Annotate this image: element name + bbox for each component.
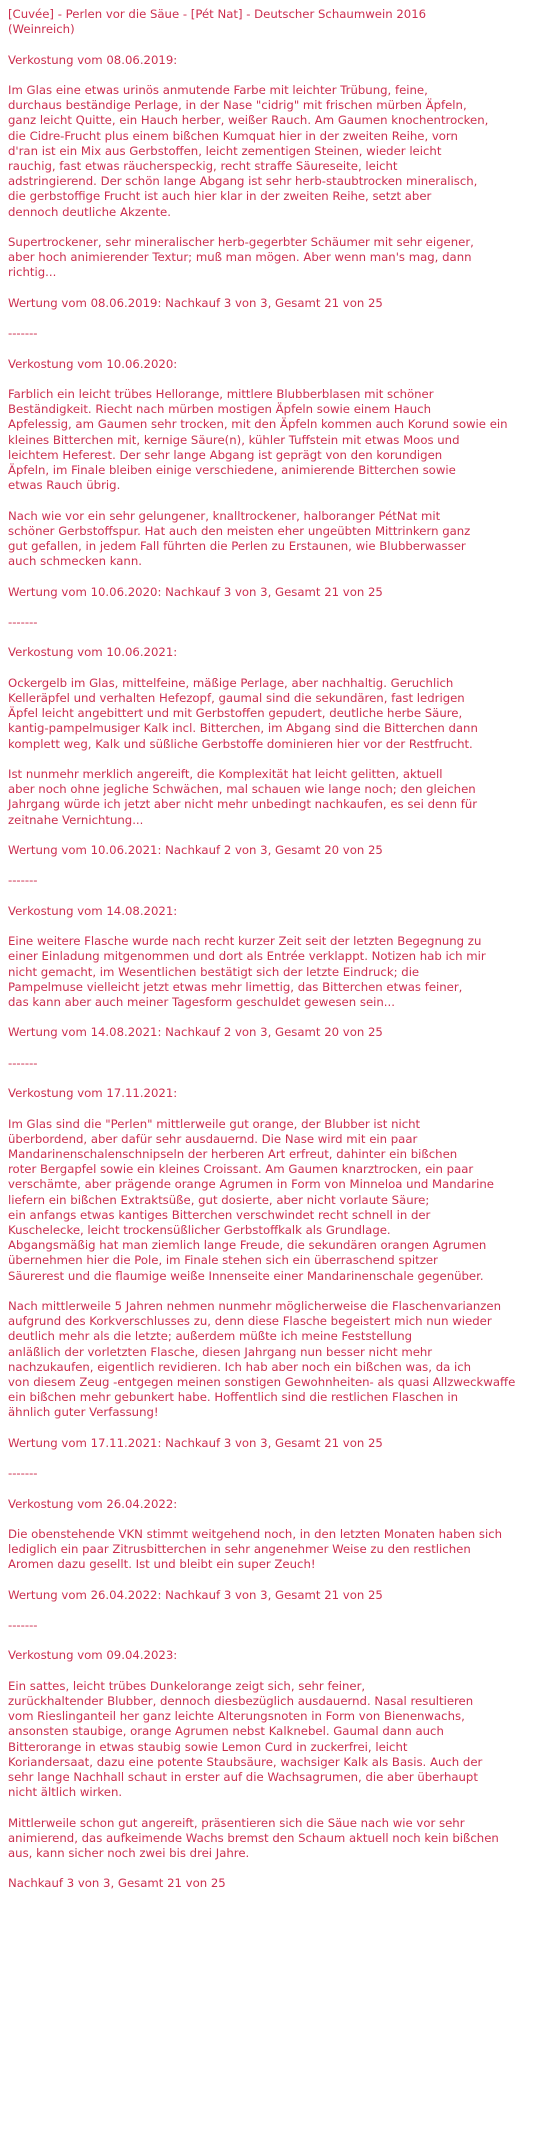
tasting-note-line: aber hoch animierender Textur; muß man mögen. Aber wenn man's mag, dann [8,250,472,265]
tasting-note-line: Die obenstehende VKN stimmt weitgehend noch, in den letzten Monaten haben sich [8,1526,503,1541]
tasting-note-line: Kelleräpfel und verhalten Hefezopf, gaumal sind die sekundären, fast ledrigen [8,690,465,705]
tasting-note-line: vom Rieslinganteil her ganz leichte Alterungsnoten in Form von Bienenwachs, [8,1709,465,1724]
tasting-note-line: Supertrockener, sehr mineralischer herb-gegerbter Schäumer mit sehr eigener, [8,235,474,249]
tasting-note-paragraph [8,767,526,828]
tasting-entry [8,1497,526,1634]
tasting-note-line: dennoch deutliche Akzente. [8,204,171,219]
tasting-note-line: Mittlerweile schon gut angereift, präsentieren sich die Säue nach wie vor sehr [8,1815,465,1830]
tasting-note-line: Nach wie vor ein sehr gelungener, knalltrockener, halboranger PétNat mit [8,508,441,523]
tasting-note-line: Äpfeln, im Finale bleiben einige verschiedene, animierende Bitterchen sowie [8,462,456,477]
tasting-note-line: verschämte, aber prägende orange Agrumen in Form von Minneloa und Mandarine [8,1177,494,1192]
tasting-date-heading: Verkostung vom 26.04.2022: [8,1496,178,1511]
tasting-note-line: roter Bergapfel sowie ein kleines Croissant. Am Gaumen knarztrocken, ein paar [8,1162,474,1177]
tasting-note-line: aber noch ohne jegliche Schwächen, mal schauen wie lange noch; den gleichen [8,782,476,797]
tasting-note-line: Säurerest und die flaumige weiße Innenseite einer Mandarinenschale gegenüber. [8,1268,484,1283]
tasting-note-line: Ist nunmehr merklich angereift, die Komplexität hat leicht gelitten, aktuell [8,766,443,781]
tasting-date-heading: Verkostung vom 10.06.2021: [8,645,178,660]
tasting-note-paragraph [8,1117,526,1284]
tasting-note-paragraph [8,676,526,752]
tasting-note-line: aus, kann sicher noch zwei bis drei Jahre. [8,1846,250,1861]
entry-divider: ------- [8,326,38,341]
entry-divider: ------- [8,614,38,629]
tasting-note-line: kleines Bitterchen mit, kernige Säure(n), kühler Tuffstein mit etwas Moos und [8,432,460,447]
tasting-note-line: liefern ein bißchen Extraktsüße, gut dosierte, aber nicht vorlaute Säure; [8,1192,430,1207]
tasting-note-line: adstringierend. Der schön lange Abgang ist sehr herb-staubtrocken mineralisch, [8,174,478,189]
tasting-entry [8,53,526,342]
tasting-note-line: von diesem Zeug -entgegen meinen sonstigen Gewohnheiten- als quasi Allzweckwaffe [8,1374,516,1389]
tasting-note-line: das kann aber auch meiner Tagesform geschuldet gewesen sein... [8,994,395,1009]
tasting-note-line: kantig-pampelmusiger Kalk incl. Bitterchen, im Abgang sind die Bitterchen dann [8,721,478,736]
tasting-note-line: komplett weg, Kalk und süßliche Gerbstoffe dominieren hier vor der Restfrucht. [8,736,473,751]
tasting-date-heading: Verkostung vom 09.04.2023: [8,1648,178,1663]
tasting-note-line: ansonsten staubige, orange Agrumen nebst Kalknebel. Gaumal dann auch [8,1724,444,1739]
rating-line: Wertung vom 26.04.2022: Nachkauf 3 von 3, Gesamt 21 von 25 [8,1587,383,1602]
tasting-note-line: lediglich ein paar Zitrusbitterchen in sehr angenehmer Weise zu den restlichen [8,1542,471,1557]
rating-line: Nachkauf 3 von 3, Gesamt 21 von 25 [8,1876,226,1891]
tasting-note-line: Apfelessig, am Gaumen sehr trocken, mit den Äpfeln kommen auch Korund sowie ein [8,417,508,432]
tasting-note-line: anläßlich der vorletzten Flasche, diesen Jahrgang nun besser nicht mehr [8,1344,433,1359]
rating-line: Wertung vom 08.06.2019: Nachkauf 3 von 3, Gesamt 21 von 25 [8,295,383,310]
entry-divider: ------- [8,1466,38,1481]
tasting-entry [8,904,526,1071]
tasting-note-paragraph [8,1816,526,1862]
tasting-note-line: Abgangsmäßig hat man ziemlich lange Freude, die sekundären orangen Agrumen [8,1238,487,1253]
tasting-note-line: nicht ältlich wirken. [8,1785,123,1800]
tasting-note-line: Eine weitere Flasche wurde nach recht kurzer Zeit seit der letzten Begegnung zu [8,934,482,949]
tasting-note-line: überbordend, aber dafür sehr ausdauernd. Die Nase wird mit ein paar [8,1131,418,1146]
wine-title-line-2: (Weinreich) [8,22,75,37]
tasting-note-line: Im Glas eine etwas urinös anmutende Farbe mit leichter Trübung, feine, [8,82,428,97]
tasting-note-line: ein bißchen mehr gebunkert habe. Hoffentlich sind die restlichen Flaschen in [8,1390,459,1405]
tasting-note-line: Bitterorange in etwas staubig sowie Lemon Curd in zuckerfrei, leicht [8,1739,408,1754]
entry-divider: ------- [8,1618,38,1633]
rating-line: Wertung vom 10.06.2021: Nachkauf 2 von 3, Gesamt 20 von 25 [8,842,383,857]
tasting-date-heading: Verkostung vom 17.11.2021: [8,1086,178,1101]
tasting-note-line: Ockergelb im Glas, mittelfeine, mäßige Perlage, aber nachhaltig. Geruchlich [8,675,454,690]
tasting-note-line: rauchig, fast etwas räucherspeckig, recht straffe Säureseite, leicht [8,159,398,173]
wine-title-line-1: [Cuvée] - Perlen vor die Säue - [Pét Nat] - Deutscher Schaumwein 2016 [8,7,427,21]
tasting-note-line: aufgrund des Korkverschlusses zu, denn diese Flasche begeistert mich nun wieder [8,1314,492,1329]
tasting-note-line: auch schmecken kann. [8,554,142,569]
tasting-date-heading: Verkostung vom 08.06.2019: [8,52,178,67]
tasting-entry [8,357,526,631]
tasting-note-line: Im Glas sind die "Perlen" mittlerweile gut orange, der Blubber ist nicht [8,1116,421,1131]
tasting-entries [8,53,526,1892]
tasting-note-line: nachzukaufen, eigentlich revidieren. Ich hab aber noch ein bißchen was, da ich [8,1359,472,1374]
tasting-note-line: Äpfel leicht angebittert und mit Gerbstoffen gepudert, deutliche herbe Säure, [8,706,463,721]
tasting-note-paragraph [8,1527,526,1573]
tasting-note-line: Beständigkeit. Riecht nach mürben mostigen Äpfeln sowie einem Hauch [8,402,432,417]
tasting-note-paragraph [8,509,526,570]
tasting-note-line: Ein sattes, leicht trübes Dunkelorange zeigt sich, sehr feiner, [8,1678,366,1693]
tasting-note-paragraph [8,1679,526,1801]
tasting-note-line: richtig... [8,265,57,280]
tasting-note-line: ganz leicht Quitte, ein Hauch herber, weißer Rauch. Am Gaumen knochentrocken, [8,113,489,128]
tasting-entry [8,645,526,888]
tasting-note-line: durchaus beständige Perlage, in der Nase "cidrig" mit frischen mürben Äpfeln, [8,98,467,113]
rating-line: Wertung vom 10.06.2020: Nachkauf 3 von 3, Gesamt 21 von 25 [8,584,383,599]
tasting-note-line: Mandarinenschalenschnipseln der herberen Art erfreut, dahinter ein bißchen [8,1146,458,1161]
tasting-note-line: Koriandersaat, dazu eine potente Staubsäure, wachsiger Kalk als Basis. Auch der [8,1754,483,1769]
entry-divider: ------- [8,1055,38,1070]
tasting-note-line: leichtem Heferest. Der sehr lange Abgang ist geprägt von den korundigen [8,447,443,462]
tasting-note-line: animierend, das aufkeimende Wachs bremst den Schaum aktuell noch kein bißchen [8,1830,499,1845]
rating-line: Wertung vom 17.11.2021: Nachkauf 3 von 3, Gesamt 21 von 25 [8,1435,383,1450]
tasting-note-line: Kuschelecke, leicht trockensüßlicher Gerbstoffkalk als Grundlage. [8,1222,391,1237]
tasting-note-line: Aromen dazu gesellt. Ist und bleibt ein super Zeuch! [8,1557,316,1572]
tasting-entry [8,1086,526,1481]
tasting-note-paragraph [8,235,526,281]
tasting-entry [8,1648,526,1891]
tasting-note-line: Nach mittlerweile 5 Jahren nehmen nunmehr möglicherweise die Flaschenvarianzen [8,1298,502,1313]
tasting-note-line: nicht gemacht, im Wesentlichen bestätigt sich der letzte Eindruck; die [8,964,420,979]
wine-title [8,7,526,37]
tasting-note-line: zeitnahe Vernichtung... [8,812,144,827]
tasting-note-paragraph [8,1299,526,1421]
tasting-note-line: d'ran ist ein Mix aus Gerbstoffen, leicht zementigen Steinen, wieder leicht [8,143,442,158]
tasting-note-line: die gerbstoffige Frucht ist auch hier klar in der zweiten Reihe, setzt aber [8,189,432,204]
tasting-note-line: Farblich ein leicht trübes Hellorange, mittlere Blubberblasen mit schöner [8,386,434,401]
tasting-note-line: sehr lange Nachhall schaut in erster auf die Wachsagrumen, die aber überhaupt [8,1770,478,1785]
rating-line: Wertung vom 14.08.2021: Nachkauf 2 von 3, Gesamt 20 von 25 [8,1025,383,1040]
entry-divider: ------- [8,873,38,888]
tasting-note-line: gut gefallen, in jedem Fall führten die Perlen zu Erstaunen, wie Blubberwasser [8,538,466,553]
tasting-note-line: übernehmen hier die Pole, im Finale stehen sich ein überraschend spitzer [8,1253,438,1268]
tasting-note-line: etwas Rauch übrig. [8,478,121,493]
tasting-note-line: einer Einladung mitgenommen und dort als Entrée verklappt. Notizen hab ich mir [8,949,486,964]
tasting-note-paragraph [8,934,526,1010]
tasting-date-heading: Verkostung vom 10.06.2020: [8,356,178,371]
tasting-note-line: ähnlich guter Verfassung! [8,1405,159,1420]
tasting-note-paragraph [8,387,526,493]
tasting-note-line: Pampelmuse vielleicht jetzt etwas mehr limettig, das Bitterchen etwas feiner, [8,979,463,994]
tasting-note-line: die Cidre-Frucht plus einem bißchen Kumquat hier in der zweiten Reihe, vorn [8,128,458,143]
tasting-note-line: ein anfangs etwas kantiges Bitterchen verschwindet recht schnell in der [8,1207,431,1222]
tasting-note-line: Jahrgang würde ich jetzt aber nicht mehr unbedingt nachkaufen, es sei denn für [8,797,478,812]
tasting-note-paragraph [8,83,526,220]
tasting-note-line: schöner Gerbstoffspur. Hat auch den meisten eher ungeübten Mittrinkern ganz [8,523,471,538]
tasting-note-line: deutlich mehr als die letzte; außerdem müßte ich meine Feststellung [8,1329,413,1344]
tasting-date-heading: Verkostung vom 14.08.2021: [8,903,178,918]
tasting-note-line: zurückhaltender Blubber, dennoch diesbezüglich ausdauernd. Nasal resultieren [8,1694,474,1709]
